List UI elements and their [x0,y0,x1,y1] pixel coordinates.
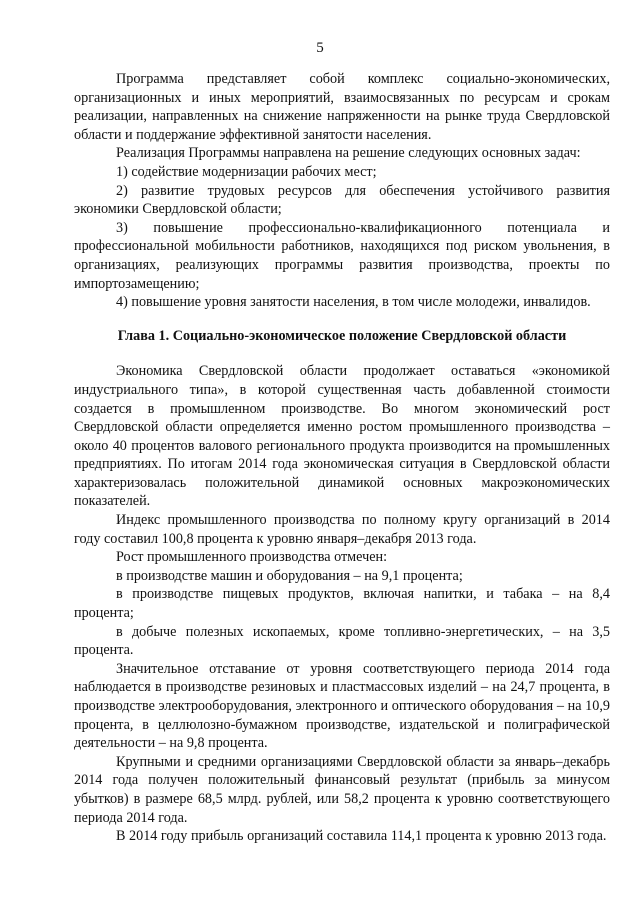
paragraph-profit: В 2014 году прибыль организаций составила 114,1 процента к уровню 2013 года. [116,828,607,845]
task-item-2: 2) развитие трудовых ресурсов для обеспечения устойчивого развития экономики Свердловской области; [74,182,610,218]
paragraph-economy: Экономика Свердловской области продолжает оставаться «экономикой индустриального типа», в которой существенная часть добавленной стоимости создается в промышленном производстве. Во многом экономический рост Свердловской области определяется именно ростом промышленного производства – около 40 процентов валового регионального продукта производится на промышленных предприятиях. По итогам 2014 года экономическая ситуация в Свердловской области характеризовалась положительной динамикой основных макроэкономических показателей. [74,363,610,510]
task-item-3: 3) повышение профессионально-квалификационного потенциала и профессиональной мобильности работников, находящихся под риском увольнения, в организациях, реализующих программы развития производства, проекты по импортозамещению; [74,219,610,292]
page-content [74,70,610,846]
paragraph-decline: Значительное отставание от уровня соответствующего периода 2014 года наблюдается в производстве резиновых и пластмассовых изделий – на 24,7 процента, в производстве электрооборудования, электронного и оптического оборудования – на 10,9 процента, в целлюлозно-бумажном производстве, издательской и полиграфической деятельности – на 9,8 процента. [74,660,610,752]
paragraph-growth-intro: Рост промышленного производства отмечен: [116,549,388,566]
task-item-4: 4) повышение уровня занятости населения, в том числе молодежи, инвалидов. [116,294,591,311]
paragraph-tasks-intro: Реализация Программы направлена на решение следующих основных задач: [116,145,581,162]
paragraph-program-description: Программа представляет собой комплекс социально-экономических, организационных и иных мероприятий, взаимосвязанных по ресурсам и срокам реализации, направленных на снижение напряженности на рынке труда Свердловской области и поддержание эффективной занятости населения. [74,71,610,143]
growth-item-food: в производстве пищевых продуктов, включая напитки, и табака – на 8,4 процента; [74,586,610,622]
paragraph-financial-result: Крупными и средними организациями Свердловской области за январь–декабрь 2014 года получен положительный финансовый результат (прибыль за минусом убытков) в размере 68,5 млрд. рублей, или 58,2 процента к уровню соответствующего периода 2014 года. [74,753,610,826]
chapter-title: Глава 1. Социально-экономическое положение Свердловской области [117,327,567,344]
task-item-1: 1) содействие модернизации рабочих мест; [116,163,377,180]
paragraph-industrial-index: Индекс промышленного производства по полному кругу организаций в 2014 году составил 100,8 процента к уровню января–декабря 2013 года. [74,512,610,547]
page-number: 5 [316,40,324,56]
growth-item-mining: в добыче полезных ископаемых, кроме топливно-энергетических, – на 3,5 процента. [74,623,610,659]
growth-item-machinery: в производстве машин и оборудования – на 9,1 процента; [116,567,463,584]
